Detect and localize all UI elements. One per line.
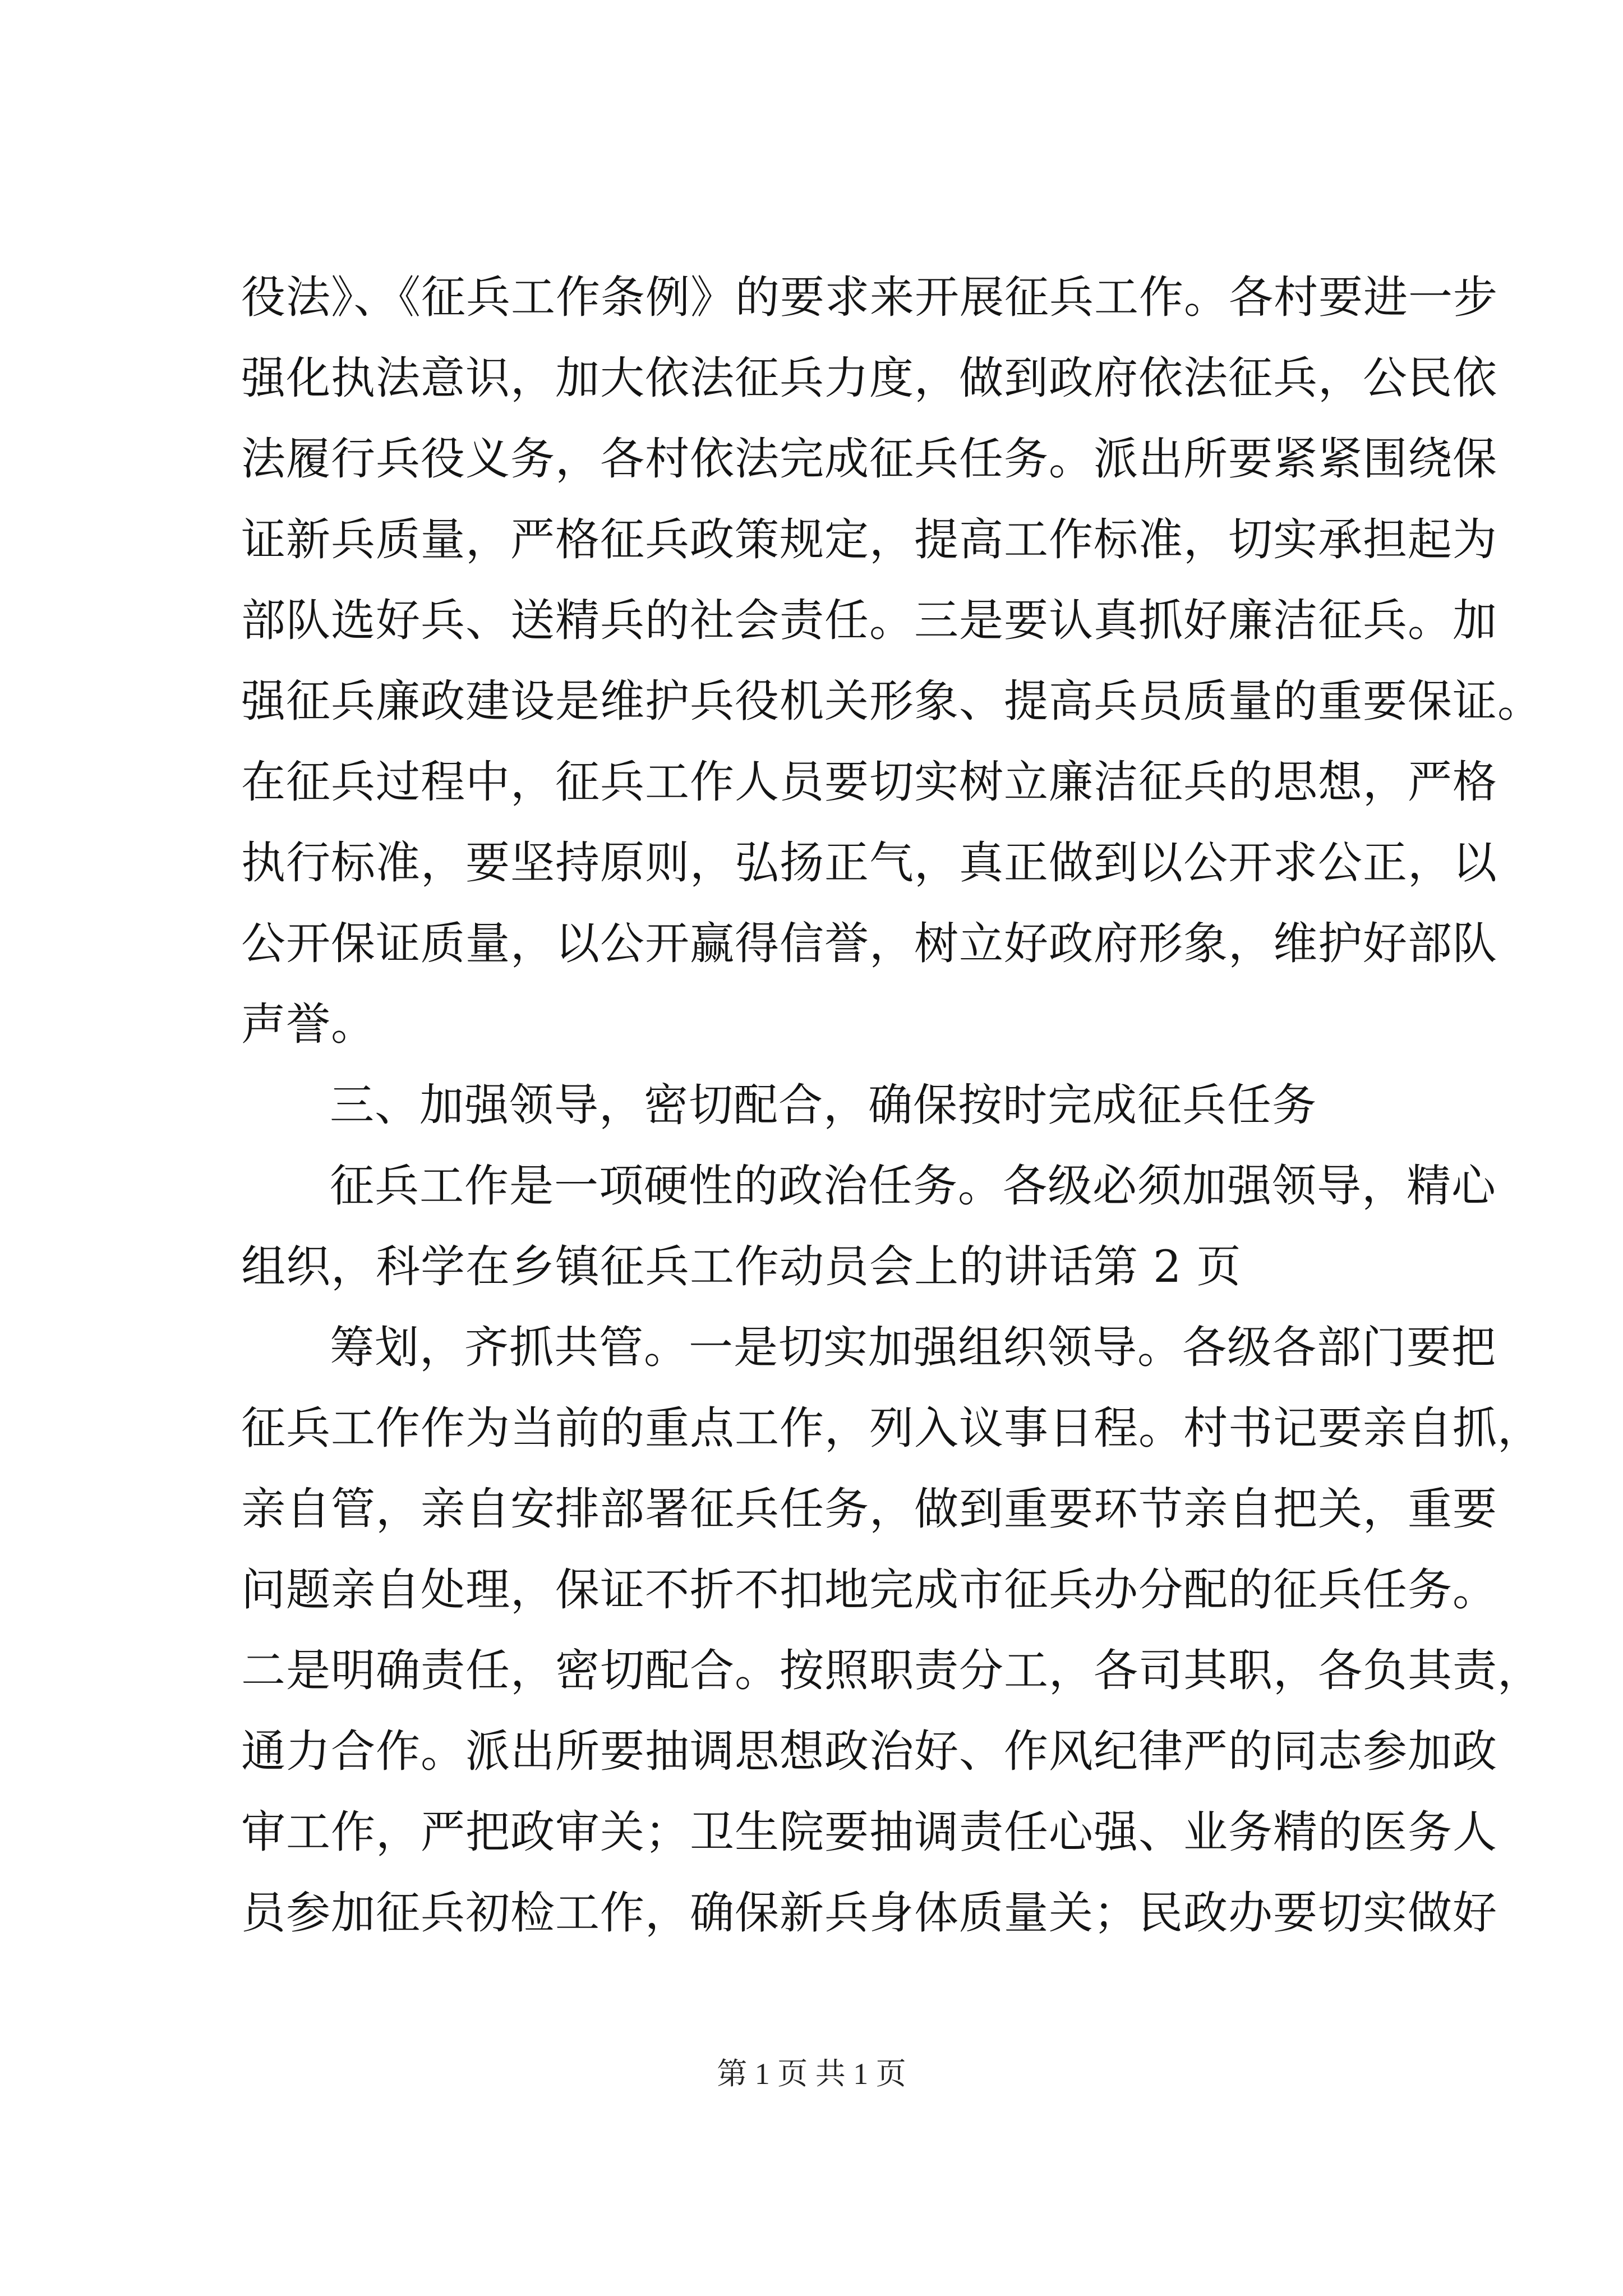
text-line: 二是明确责任，密切配合。按照职责分工，各司其职，各负其责，	[241, 1645, 1542, 1696]
section-heading: 三、加强领导，密切配合，确保按时完成征兵任务	[330, 1079, 1317, 1131]
text-line: 证新兵质量，严格征兵政策规定，提高工作标准，切实承担起为	[241, 514, 1497, 565]
text-line: 通力合作。派出所要抽调思想政治好、作风纪律严的同志参加政	[241, 1726, 1497, 1777]
text-line: 部队选好兵、送精兵的社会责任。三是要认真抓好廉洁征兵。加	[241, 595, 1497, 646]
text-line: 问题亲自处理，保证不折不扣地完成市征兵办分配的征兵任务。	[241, 1564, 1497, 1616]
document-body	[241, 257, 1542, 1953]
text-line: 征兵工作作为当前的重点工作，列入议事日程。村书记要亲自抓，	[241, 1402, 1542, 1454]
text-line: 强化执法意识，加大依法征兵力度，做到政府依法征兵，公民依	[241, 352, 1497, 404]
paragraph-first-line: 征兵工作是一项硬性的政治任务。各级必须加强领导，精心	[330, 1160, 1496, 1212]
text-line: 在征兵过程中，征兵工作人员要切实树立廉洁征兵的思想，严格	[241, 756, 1497, 808]
text-line: 法履行兵役义务，各村依法完成征兵任务。派出所要紧紧围绕保	[241, 433, 1497, 485]
text-line: 组织，科学在乡镇征兵工作动员会上的讲话第 2 页	[241, 1241, 1242, 1292]
text-line: 执行标准，要坚持原则，弘扬正气，真正做到以公开求公正，以	[241, 837, 1497, 889]
text-line: 审工作，严把政审关；卫生院要抽调责任心强、业务精的医务人	[241, 1806, 1497, 1858]
text-line: 亲自管，亲自安排部署征兵任务，做到重要环节亲自把关，重要	[241, 1483, 1497, 1535]
text-line: 公开保证质量，以公开赢得信誉，树立好政府形象，维护好部队	[241, 918, 1497, 969]
text-line: 员参加征兵初检工作，确保新兵身体质量关；民政办要切实做好	[241, 1887, 1497, 1939]
text-line: 强征兵廉政建设是维护兵役机关形象、提高兵员质量的重要保证。	[241, 675, 1542, 727]
page-footer: 第 1 页 共 1 页	[717, 2057, 906, 2091]
text-line: 役法》、《征兵工作条例》的要求来开展征兵工作。各村要进一步	[241, 272, 1498, 323]
text-line: 声誉。	[241, 999, 376, 1050]
paragraph-first-line: 筹划，齐抓共管。一是切实加强组织领导。各级各部门要把	[330, 1322, 1496, 1373]
